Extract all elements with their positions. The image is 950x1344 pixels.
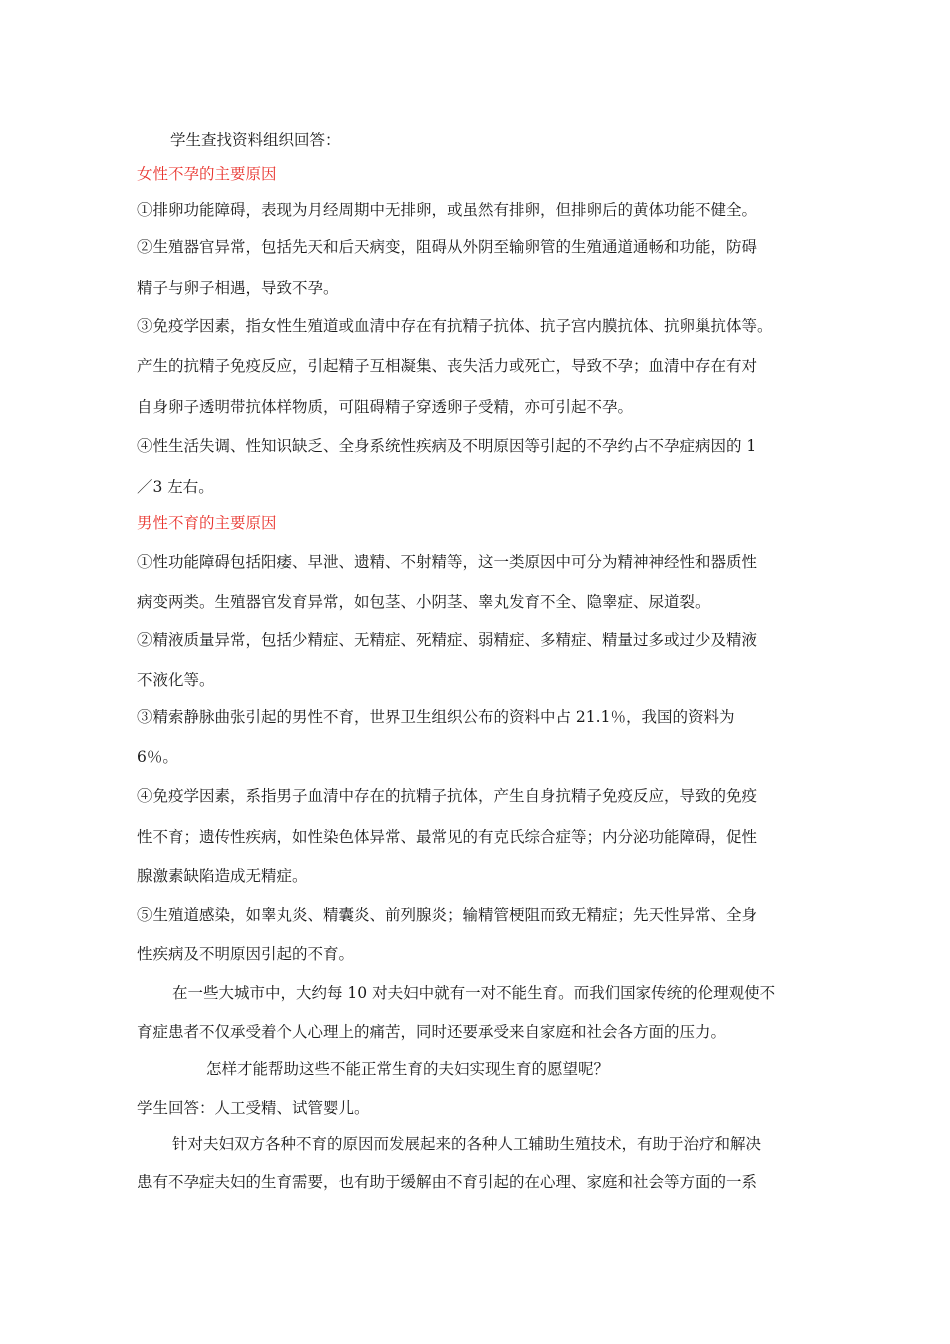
male-cause-line: ②精液质量异常，包括少精症、无精症、死精症、弱精症、多精症、精量过多或过少及精液 [137, 631, 758, 649]
male-cause-line: ④免疫学因素，系指男子血清中存在的抗精子抗体，产生自身抗精子免疫反应，导致的免疫 [137, 787, 758, 805]
female-cause-line: ②生殖器官异常，包括先天和后天病变，阻碍从外阴至输卵管的生殖通道通畅和功能，防碍 [137, 238, 758, 256]
male-cause-line: 6％。 [137, 748, 178, 766]
paragraph-line: 在一些大城市中，大约每 10 对夫妇中就有一对不能生育。而我们国家传统的伦理观使不 [172, 984, 776, 1002]
female-cause-line: ④性生活失调、性知识缺乏、全身系统性疾病及不明原因等引起的不孕约占不孕症病因的 1 [137, 437, 757, 455]
student-answer: 学生回答：人工受精、试管婴儿。 [137, 1099, 370, 1117]
question-text: 怎样才能帮助这些不能正常生育的夫妇实现生育的愿望呢？ [206, 1060, 610, 1078]
male-cause-line: ①性功能障碍包括阳痿、早泄、遗精、不射精等，这一类原因中可分为精神神经性和器质性 [137, 553, 758, 571]
male-cause-line: 腺激素缺陷造成无精症。 [137, 867, 308, 885]
paragraph-line: 针对夫妇双方各种不育的原因而发展起来的各种人工辅助生殖技术，有助于治疗和解决 [172, 1135, 762, 1153]
female-causes-heading: 女性不孕的主要原因 [137, 165, 277, 183]
female-cause-line: 自身卵子透明带抗体样物质，可阻碍精子穿透卵子受精，亦可引起不孕。 [137, 398, 634, 416]
male-cause-line: 性疾病及不明原因引起的不育。 [137, 945, 355, 963]
male-causes-heading: 男性不育的主要原因 [137, 514, 277, 532]
paragraph-line: 患有不孕症夫妇的生育需要，也有助于缓解由不育引起的在心理、家庭和社会等方面的一系 [137, 1173, 758, 1191]
male-cause-line: ③精索静脉曲张引起的男性不育，世界卫生组织公布的资料中占 21.1％，我国的资料为 [137, 708, 735, 726]
male-cause-line: 性不育；遗传性疾病，如性染色体异常、最常见的有克氏综合症等；内分泌功能障碍，促性 [137, 828, 758, 846]
intro-text: 学生查找资料组织回答： [170, 131, 341, 149]
male-cause-line: ⑤生殖道感染，如睾丸炎、精囊炎、前列腺炎；输精管梗阻而致无精症；先天性异常、全身 [137, 906, 758, 924]
male-cause-line: 病变两类。生殖器官发育异常，如包茎、小阴茎、睾丸发育不全、隐睾症、尿道裂。 [137, 593, 711, 611]
female-cause-line: ／3 左右。 [137, 478, 214, 496]
female-cause-line: ③免疫学因素，指女性生殖道或血清中存在有抗精子抗体、抗子宫内膜抗体、抗卵巢抗体等。 [137, 317, 773, 335]
female-cause-line: ①排卵功能障碍，表现为月经周期中无排卵，或虽然有排卵，但排卵后的黄体功能不健全。 [137, 201, 758, 219]
paragraph-line: 育症患者不仅承受着个人心理上的痛苦，同时还要承受来自家庭和社会各方面的压力。 [137, 1023, 727, 1041]
female-cause-line: 产生的抗精子免疫反应，引起精子互相凝集、丧失活力或死亡，导致不孕；血清中存在有对 [137, 357, 758, 375]
male-cause-line: 不液化等。 [137, 671, 215, 689]
female-cause-line: 精子与卵子相遇，导致不孕。 [137, 279, 339, 297]
